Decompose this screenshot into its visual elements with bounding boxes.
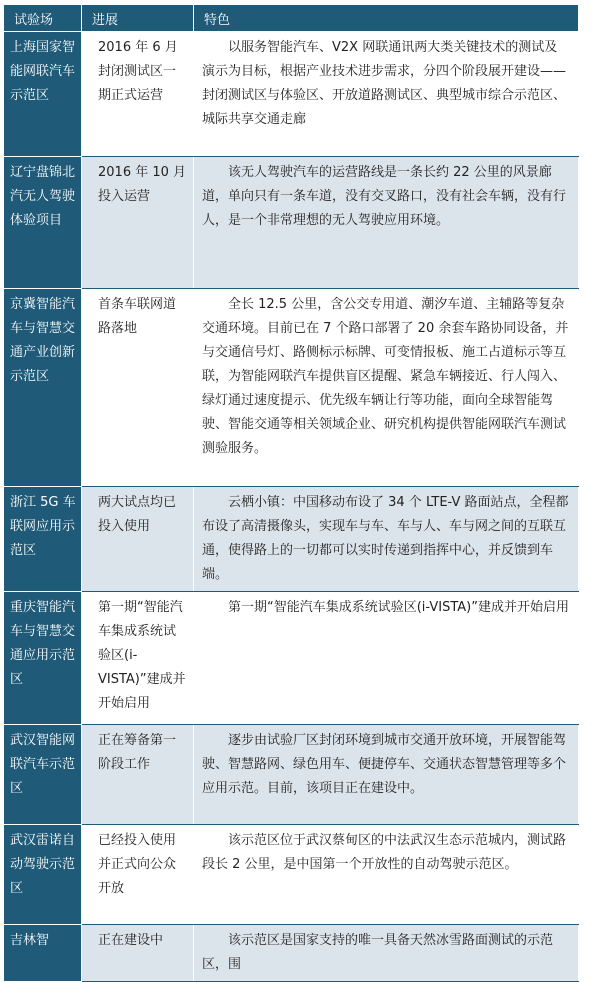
site-feature: 该示范区是国家支持的唯一具备天然冰雪路面测试的示范区，围 (194, 925, 579, 982)
site-name: 吉林智 (4, 925, 82, 982)
site-name: 上海国家智能网联汽车示范区 (4, 32, 82, 157)
site-progress: 正在建设中 (82, 925, 194, 982)
table-row (4, 925, 579, 982)
site-progress: 第一期“智能汽车集成系统试验区(i-VISTA)”建成并开始启用 (82, 592, 194, 725)
site-progress: 2016 年 10 月投入运营 (82, 157, 194, 289)
site-name: 京冀智能汽车与智慧交通产业创新示范区 (4, 289, 82, 487)
site-name: 重庆智能汽车与智慧交通应用示范区 (4, 592, 82, 725)
site-progress: 已经投入使用并正式向公众开放 (82, 825, 194, 925)
site-feature: 逐步由试验厂区封闭环境到城市交通开放环境，开展智能驾驶、智慧路网、绿色用车、便捷停车、交通状态智慧管理等多个应用示范。目前，该项目正在建设中。 (194, 725, 579, 825)
site-name: 武汉智能网联汽车示范区 (4, 725, 82, 825)
site-progress: 首条车联网道路落地 (82, 289, 194, 487)
site-feature: 第一期“智能汽车集成系统试验区(i-VISTA)”建成并开始启用 (194, 592, 579, 725)
site-name: 武汉雷诺自动驾驶示范区 (4, 825, 82, 925)
site-progress: 2016 年 6 月封闭测试区一期正式运营 (82, 32, 194, 157)
table-row (4, 592, 579, 725)
table-row (4, 157, 579, 289)
table-row (4, 725, 579, 825)
site-feature: 全长 12.5 公里，含公交专用道、潮汐车道、主辅路等复杂交通环境。目前已在 7 个路口部署了 20 余套车路协同设备，并与交通信号灯、路侧标示标牌、可变情报板、施工占道标示等互联，为智能网联汽车提供盲区提醒、紧急车辆接近、行人闯入、绿灯通过速度提示、优先级车辆让行等功能，面向全球智能驾驶、智能交通等相关领域企业、研究机构提供智能网联汽车测试测验服务。 (194, 289, 579, 487)
table-row (4, 487, 579, 592)
site-feature: 该无人驾驶汽车的运营路线是一条长约 22 公里的风景廊道，单向只有一条车道，没有交叉路口，没有社会车辆，没有行人，是一个非常理想的无人驾驶应用环境。 (194, 157, 579, 289)
header-test-site: 试验场 (4, 5, 82, 32)
site-feature: 该示范区位于武汉蔡甸区的中法武汉生态示范城内，测试路段长 2 公里，是中国第一个开放性的自动驾驶示范区。 (194, 825, 579, 925)
site-progress: 两大试点均已投入使用 (82, 487, 194, 592)
site-progress: 正在筹备第一阶段工作 (82, 725, 194, 825)
table-row (4, 825, 579, 925)
site-name: 辽宁盘锦北汽无人驾驶体验项目 (4, 157, 82, 289)
pilot-zones-table (3, 4, 579, 982)
site-feature: 以服务智能汽车、V2X 网联通讯两大类关键技术的测试及演示为目标，根据产业技术进步需求，分四个阶段展开建设——封闭测试区与体验区、开放道路测试区、典型城市综合示范区、城际共享交通走廊 (194, 32, 579, 157)
header-progress: 进展 (82, 5, 194, 32)
header-row (4, 5, 579, 32)
header-feature: 特色 (194, 5, 579, 32)
site-feature: 云栖小镇：中国移动布设了 34 个 LTE-V 路面站点，全程都布设了高清摄像头，实现车与车、车与人、车与网之间的互联互通，使得路上的一切都可以实时传递到指挥中心，并反馈到车端。 (194, 487, 579, 592)
table-row (4, 289, 579, 487)
table-row (4, 32, 579, 157)
site-name: 浙江 5G 车联网应用示范区 (4, 487, 82, 592)
